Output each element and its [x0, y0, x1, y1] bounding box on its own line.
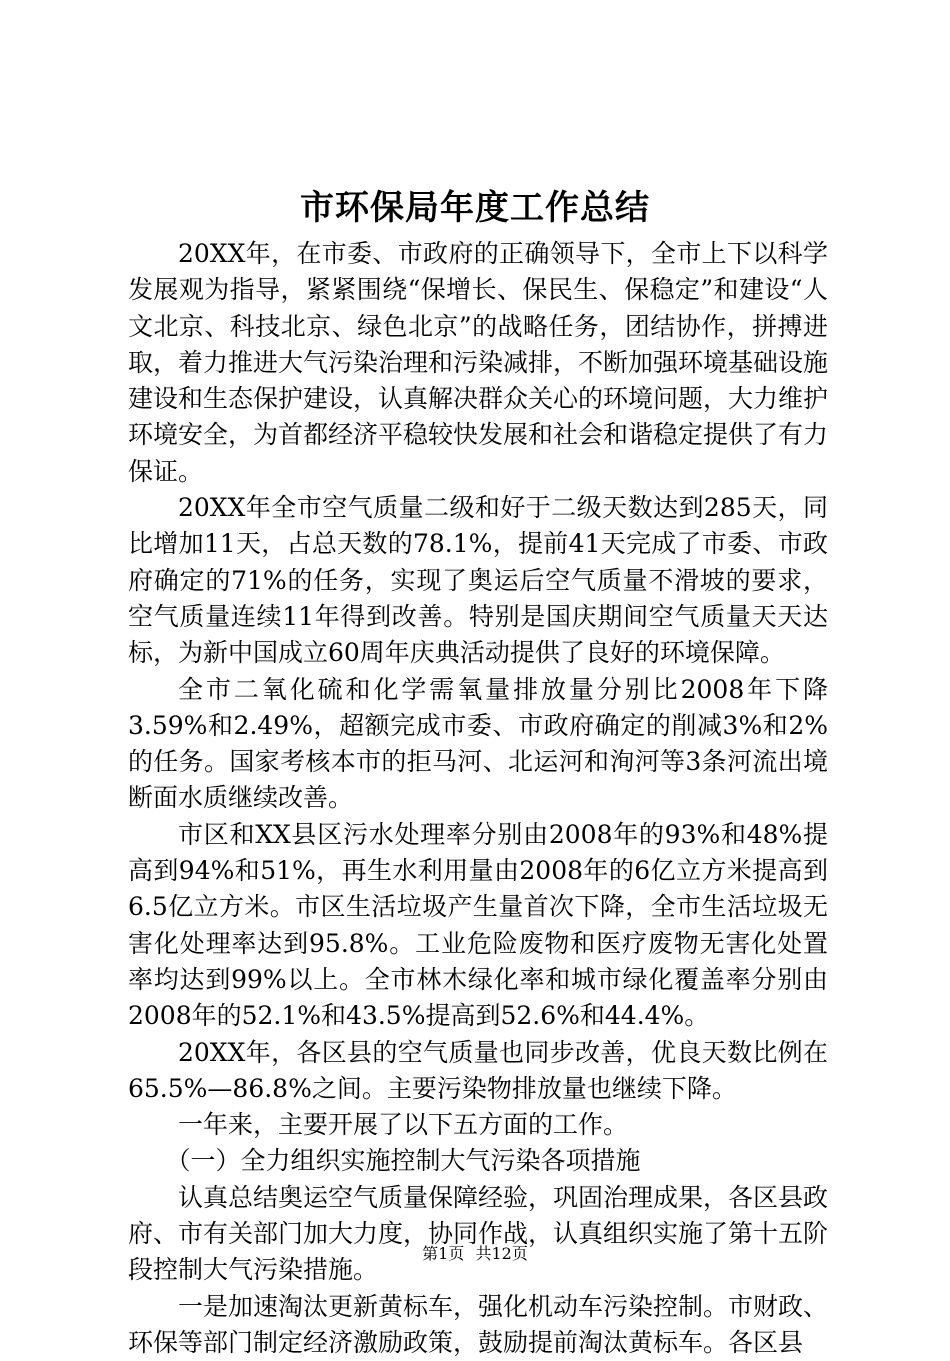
paragraph-section-1-item-1: 一是加速淘汰更新黄标车，强化机动车污染控制。市财政、环保等部门制定经济激励政策，鼓励提前淘汰黄标车。各区县: [128, 1291, 829, 1357]
paragraph-air-quality: 20XX年全市空气质量二级和好于二级天数达到285天，同比增加11天，占总天数的78.1%，提前41天完成了市委、市政府确定的71%的任务，实现了奥运后空气质量不滑坡的要求，空气质量连续11年得到改善。特别是国庆期间空气质量天天达标，为新中国成立60周年庆典活动提供了良好的环境保障。: [128, 493, 828, 668]
document-title: 市环保局年度工作总结: [300, 188, 650, 228]
document-body: [128, 236, 828, 1361]
paragraph-sewage-waste: 市区和XX县区污水处理率分别由2008年的93%和48%提高到94%和51%，再生水利用量由2008年的6亿立方米提高到6.5亿立方米。市区生活垃圾产生量首次下降，全市生活垃圾无害化处理率达到95.8%。工业危险废物和医疗废物无害化处置率均达到99%以上。全市林木绿化率和城市绿化覆盖率分别由2008年的52.1%和43.5%提高到52.6%和44.4%。: [128, 819, 828, 1031]
paragraph-section-1-intro: 认真总结奥运空气质量保障经验，巩固治理成果，各区县政府、市有关部门加大力度，协同作战，认真组织实施了第十五阶段控制大气污染措施。: [128, 1182, 829, 1285]
paragraph-emissions: 全市二氧化硫和化学需氧量排放量分别比2008年下降3.59%和2.49%，超额完成市委、市政府确定的削减3%和2%的任务。国家考核本市的拒马河、北运河和洵河等3条河流出境断面水质继续改善。: [128, 674, 828, 813]
paragraph-districts: 20XX年，各区县的空气质量也同步改善，优良天数比例在65.5%—86.8%之间。主要污染物排放量也继续下降。: [128, 1037, 828, 1103]
paragraph-work-overview: 一年来，主要开展了以下五方面的工作。: [178, 1110, 629, 1140]
paragraph-intro: 20XX年，在市委、市政府的正确领导下，全市上下以科学发展观为指导，紧紧围绕“保增长、保民生、保稳定”和建设“人文北京、科技北京、绿色北京”的战略任务，团结协作，拼搏进取，着力推进大气污染治理和污染减排，不断加强环境基础设施建设和生态保护建设，认真解决群众关心的环境问题，大力维护环境安全，为首都经济平稳较快发展和社会和谐稳定提供了有力保证。: [128, 239, 829, 486]
section-heading-1: （一）全力组织实施控制大气污染各项措施: [165, 1146, 641, 1176]
page-number-current: 第1页: [422, 1244, 465, 1263]
page-footer: [0, 1242, 950, 1266]
page-number-total: 共12页: [475, 1244, 528, 1263]
